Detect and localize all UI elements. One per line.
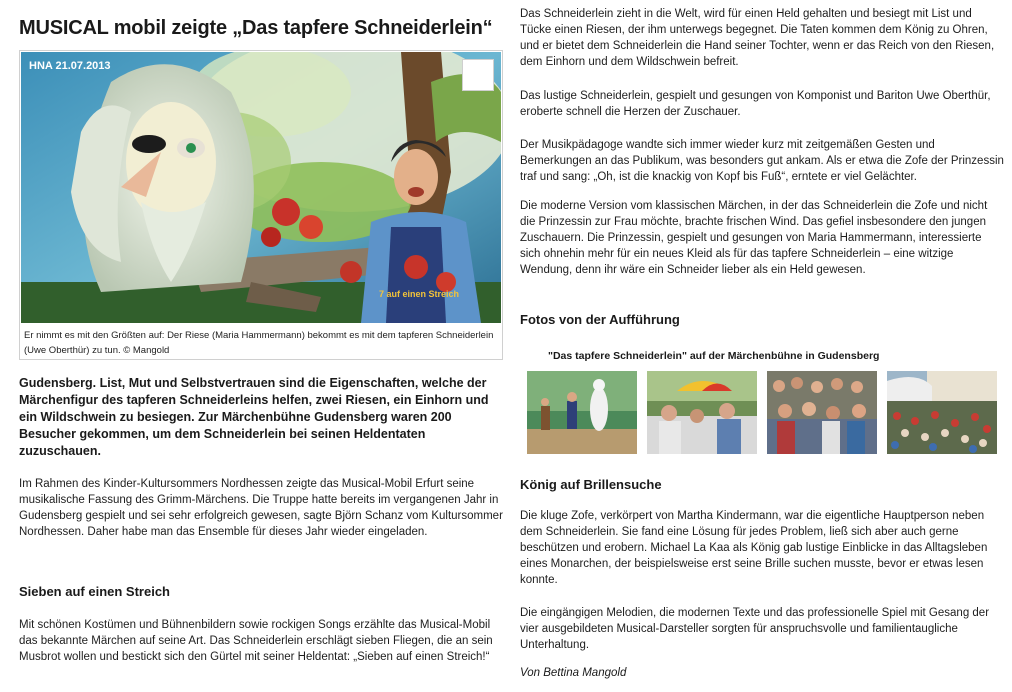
- photo-source-tag: HNA 21.07.2013: [29, 60, 111, 72]
- article-headline: MUSICAL mobil zeigte „Das tapfere Schneiderlein“: [19, 17, 493, 39]
- stage-scene-illustration: [21, 52, 501, 323]
- apron-text: 7 auf einen Streich: [378, 289, 460, 299]
- main-photo[interactable]: [21, 52, 501, 323]
- thumbnail-image: [647, 371, 757, 454]
- article-paragraph: Die moderne Version vom klassischen Märchen, in der das Schneiderlein die Zofe und nicht die Prinzessin zur Frau möchte, brachte frischen Wind. Das gefiel insbesondere den jungen Zuschauern. Die Prinzessin, gespielt und gesungen von Maria Hammermann, interessierte sich ohnehin mehr für ein neues Kleid als für das tapfere Schneiderlein – eine witzige Wendung, denn ihr wäre ein Schneider lieber als ein Held gewesen.: [520, 200, 988, 276]
- article-paragraph: Das Schneiderlein zieht in die Welt, wird für einen Held gehalten und besiegt mit List und Tücke einen Riesen, der ihm unterwegs begegnet. Die Taten kommen dem König zu Ohren, und er bietet dem Schneiderlein die Hand seiner Tochter, wenn er das Reich von den Riesen, dem Einhorn und dem Wildschwein befreit.: [520, 8, 995, 68]
- left-column: [19, 14, 504, 663]
- article-paragraph: Der Musikpädagoge wandte sich immer wieder kurz mit zeitgemäßen Gesten und Bemerkungen an das Publikum, was besonders gut ankam. Als er etwa die Zofe der Prinzessin traf und sang: „Oh, ist die knackig von Kopf bis Fuß“, erntete er viel Gelächter.: [520, 139, 1004, 183]
- gallery-thumbnail[interactable]: [767, 371, 877, 454]
- thumbnail-image: [887, 371, 997, 454]
- article-paragraph: Mit schönen Kostümen und Bühnenbildern sowie rockigen Songs erzählte das Musical-Mobil das bekannte Märchen auf seine Art. Das Schneiderlein erschlägt sieben Fliegen, die an sein Musbrot wollen und bestickt sich den Gürtel mit seiner Heldentat: „Sieben auf einen Streich!“: [19, 619, 493, 663]
- gallery-title: "Das tapfere Schneiderlein" auf der Märchenbühne in Gudensberg: [548, 350, 880, 362]
- gallery-thumbnail[interactable]: [527, 371, 637, 454]
- main-photo-box: [19, 50, 503, 360]
- author-byline: Von Bettina Mangold: [520, 667, 627, 679]
- gallery-thumbnail[interactable]: [887, 371, 997, 454]
- gallery-heading: Fotos von der Aufführung: [520, 312, 680, 327]
- article-paragraph: Das lustige Schneiderlein, gespielt und gesungen von Komponist und Bariton Uwe Oberthür, eroberte schnell die Herzen der Zuschauer.: [520, 90, 991, 118]
- thumbnail-image: [527, 371, 637, 454]
- article-paragraph: Die eingängigen Melodien, die modernen Texte und das professionelle Spiel mit Gesang der vier ausgebildeten Musical-Darsteller sorgten für anspruchsvolle und familientaugliche Unterhaltung.: [520, 607, 990, 651]
- photo-overlay-square[interactable]: [462, 59, 494, 91]
- section-heading-sieben: Sieben auf einen Streich: [19, 584, 170, 599]
- photo-caption: Er nimmt es mit den Größten auf: Der Riese (Maria Hammermann) bekommt es mit dem tapferen Schneiderlein (Uwe Oberthür) zu tun. © Mangold: [24, 330, 494, 356]
- article-paragraph: Im Rahmen des Kinder-Kultursommers Nordhessen zeigte das Musical-Mobil Erfurt seine musikalische Fassung des Grimm-Märchens. Die Truppe hatte bereits im vergangenen Jahr in Gudensberg gespielt und sei sehr erfolgreich gewesen, sagte Björn Schanz vom Kultursommer Nordhessen. Daher habe man das Ensemble für dieses Jahr wieder eingeladen.: [19, 478, 503, 538]
- thumbnail-image: [767, 371, 877, 454]
- section-heading-koenig: König auf Brillensuche: [520, 477, 662, 492]
- article-lead: Gudensberg. List, Mut und Selbstvertrauen sind die Eigenschaften, welche der Märchenfigur des tapferen Schneiderleins helfen, zwei Riesen, ein Einhorn und ein Wildschwein zu besiegen. Zur Märchenbühne Gudensberg waren 200 Besucher gekommen, um dem Schneiderlein bei seinen Heldentaten zuzuschauen.: [19, 376, 489, 458]
- article-paragraph: Die kluge Zofe, verkörpert von Martha Kindermann, war die eigentliche Hauptperson neben dem Schneiderlein. Sie fand eine Lösung für jedes Problem, ließ sich aber auch gerne beschützen und erobern. Michael La Kaa als König gab lustige Einblicke in das Alltagsleben eines Monarchen, der beispielsweise erst seine Brille suchen musste, bevor er etwas lesen konnte.: [520, 510, 988, 586]
- gallery-thumbnail[interactable]: [647, 371, 757, 454]
